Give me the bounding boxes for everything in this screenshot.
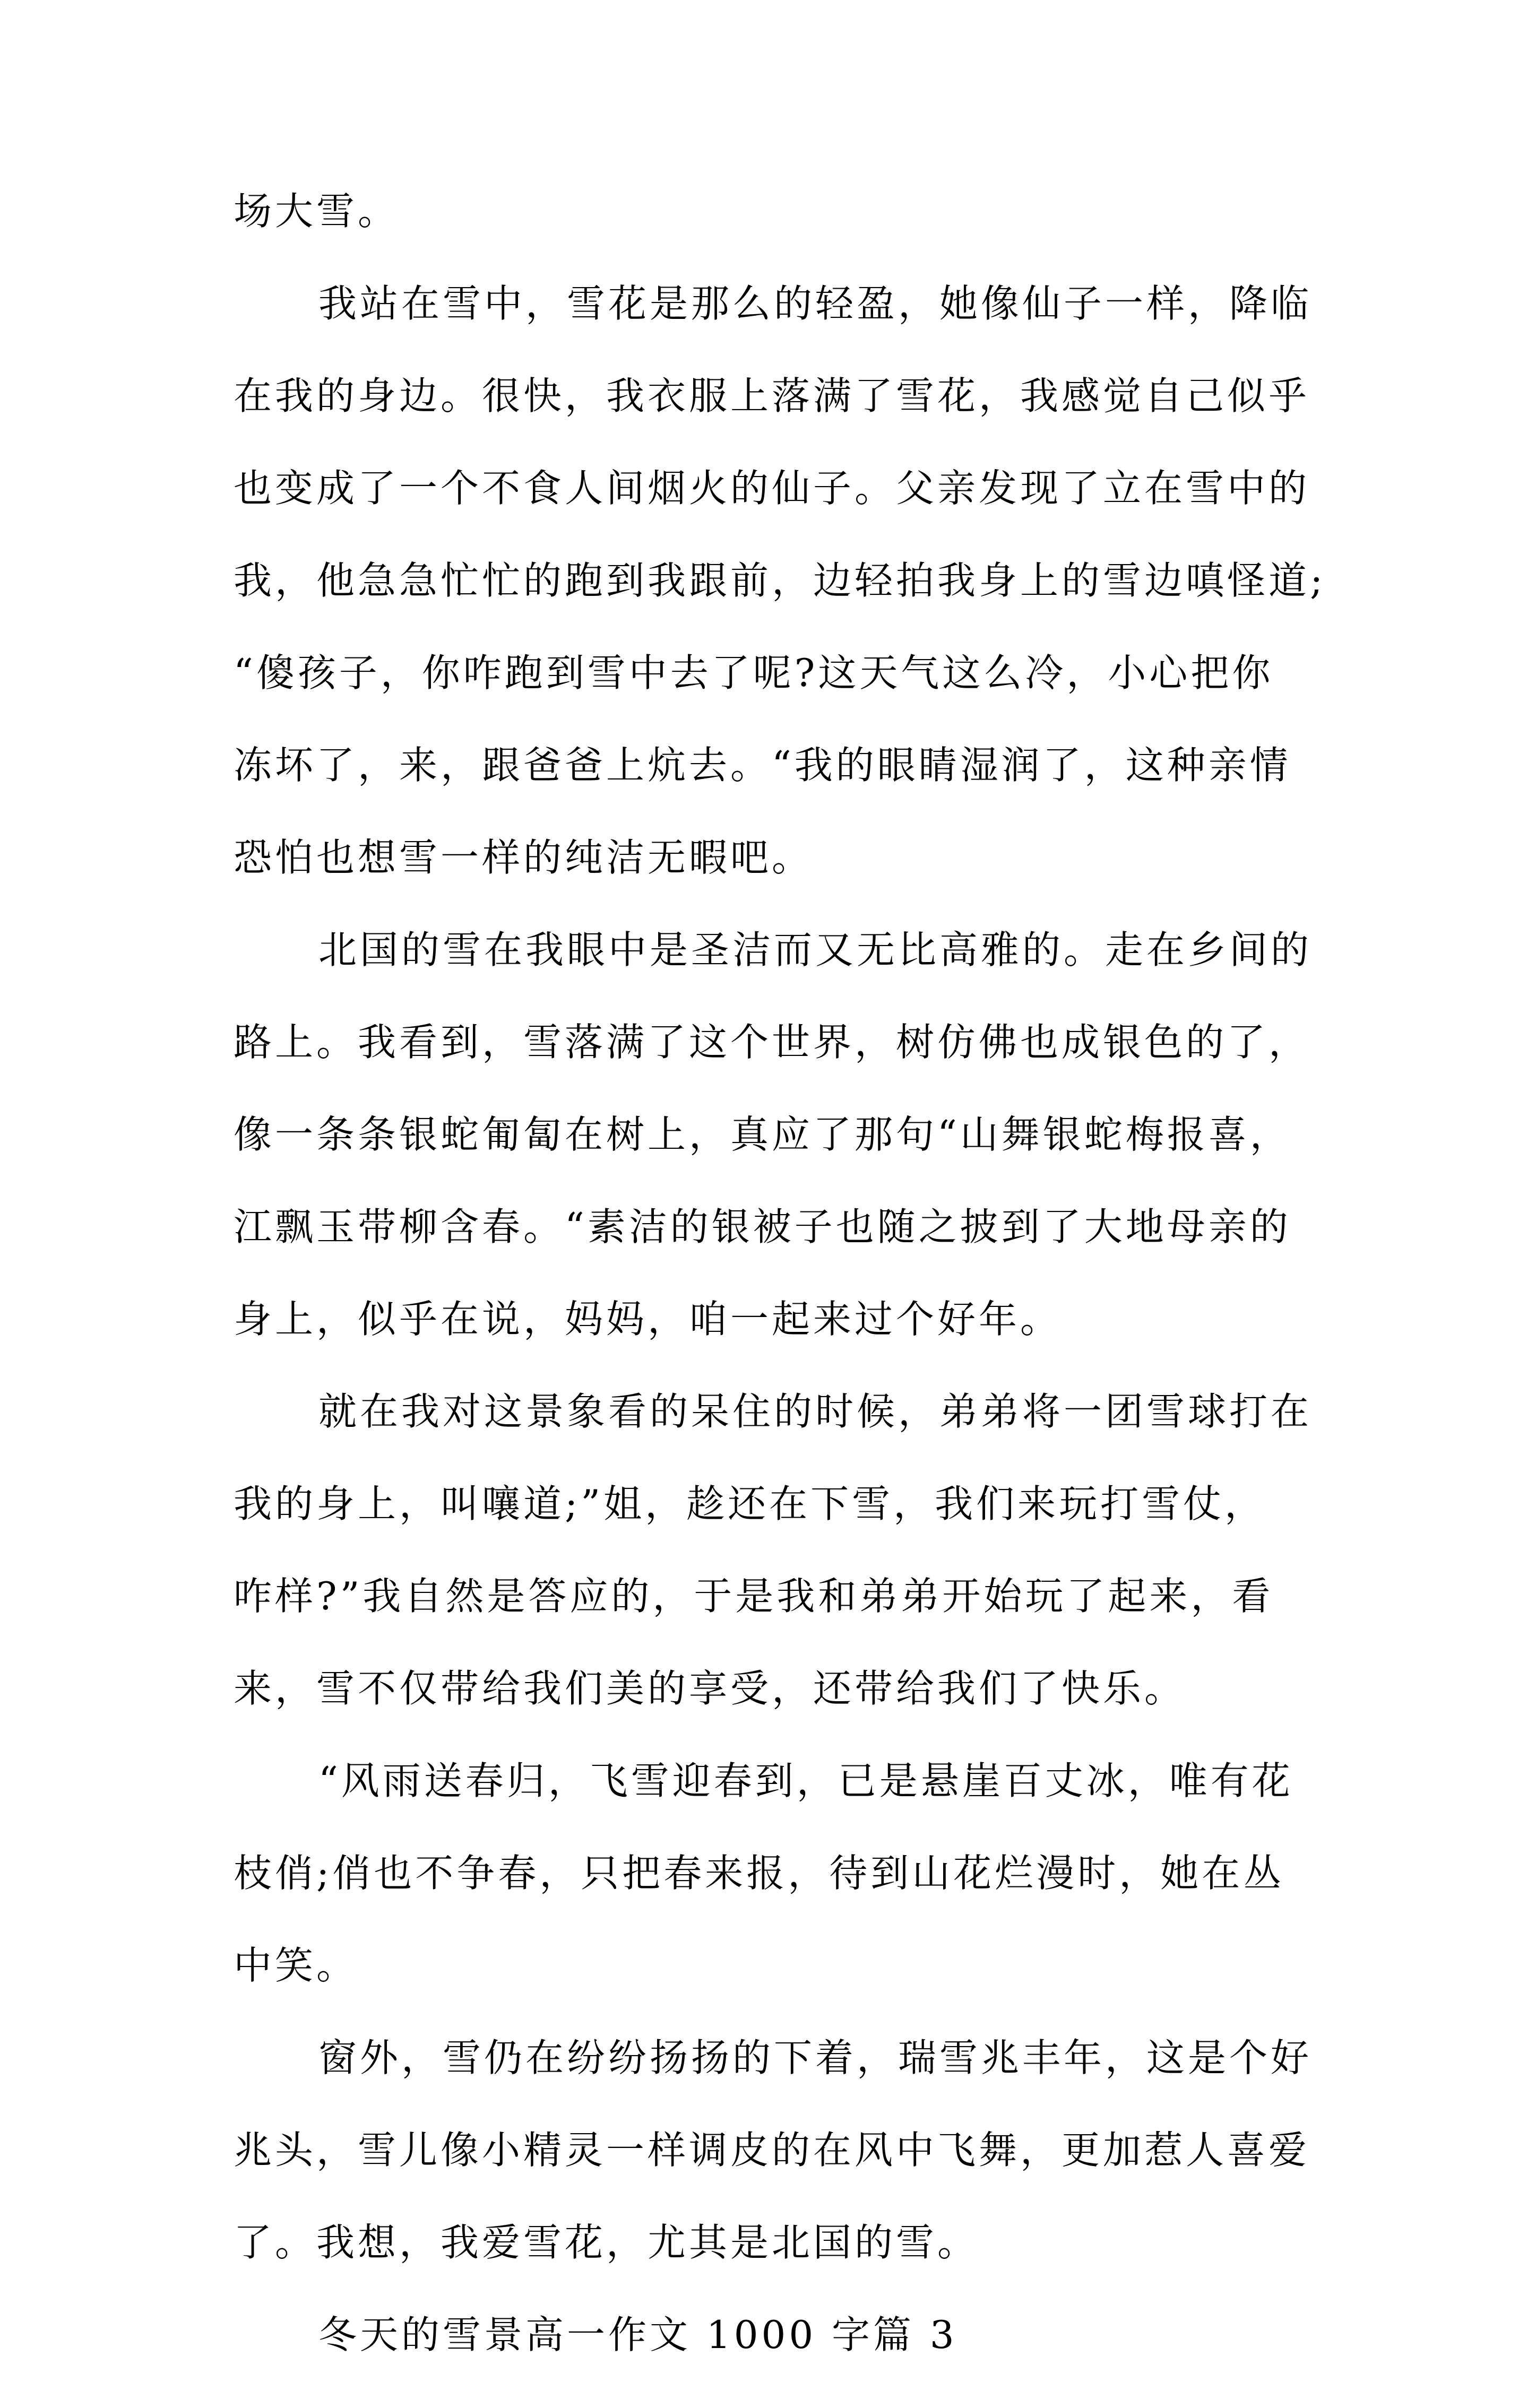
text-line: 我，他急急忙忙的跑到我跟前，边轻拍我身上的雪边嗔怪道;: [234, 558, 1326, 603]
paragraph-start-line: 就在我对这景象看的呆住的时候，弟弟将一团雪球打在: [318, 1389, 1313, 1434]
essay-text: [234, 189, 1326, 2408]
text-line: 江飘玉带柳含春。“素洁的银被子也随之披到了大地母亲的: [234, 1205, 1291, 1249]
text-line: 身上，似乎在说，妈妈，咱一起来过个好年。: [234, 1297, 1062, 1341]
text-line: 了。我想，我爱雪花，尤其是北国的雪。: [234, 2220, 979, 2265]
paragraph-start-line: “风雨送春归，飞雪迎春到，已是悬崖百丈冰，唯有花: [318, 1759, 1293, 1803]
text-line: 冻坏了，来，跟爸爸上炕去。“我的眼睛湿润了，这种亲情: [234, 743, 1291, 787]
text-line: 像一条条银蛇匍匐在树上，真应了那句“山舞银蛇梅报喜，: [234, 1112, 1291, 1157]
text-line: 中笑。: [234, 1943, 358, 1988]
paragraph-start-line: 我站在雪中，雪花是那么的轻盈，她像仙子一样，降临: [318, 281, 1313, 326]
text-line: 恐怕也想雪一样的纯洁无暇吧。: [234, 835, 814, 880]
text-line: “傻孩子，你咋跑到雪中去了呢?这天气这么冷，小心把你: [234, 651, 1274, 695]
text-line: 我的身上，叫嚷道;”姐，趁还在下雪，我们来玩打雪仗，: [234, 1482, 1266, 1526]
text-line: 场大雪。: [234, 189, 400, 233]
text-line: 来，雪不仅带给我们美的享受，还带给我们了快乐。: [234, 1666, 1186, 1711]
paragraph-start-line: 窗外，雪仍在纷纷扬扬的下着，瑞雪兆丰年，这是个好: [318, 2035, 1313, 2080]
section-heading: 冬天的雪景高一作文 1000 字篇 3: [318, 2312, 957, 2357]
text-line: 在我的身边。很快，我衣服上落满了雪花，我感觉自己似乎: [234, 374, 1310, 418]
text-line: 也变成了一个不食人间烟火的仙子。父亲发现了立在雪中的: [234, 466, 1310, 510]
text-line: 咋样?”我自然是答应的，于是我和弟弟开始玩了起来，看: [234, 1574, 1274, 1618]
text-line: 路上。我看到，雪落满了这个世界，树仿佛也成银色的了，: [234, 1020, 1310, 1064]
text-line: 枝俏;俏也不争春，只把春来报，待到山花烂漫时，她在丛: [234, 1851, 1285, 1895]
paragraph-start-line: 北国的雪在我眼中是圣洁而又无比高雅的。走在乡间的: [318, 928, 1313, 972]
text-line: 兆头，雪儿像小精灵一样调皮的在风中飞舞，更加惹人喜爱: [234, 2128, 1310, 2172]
